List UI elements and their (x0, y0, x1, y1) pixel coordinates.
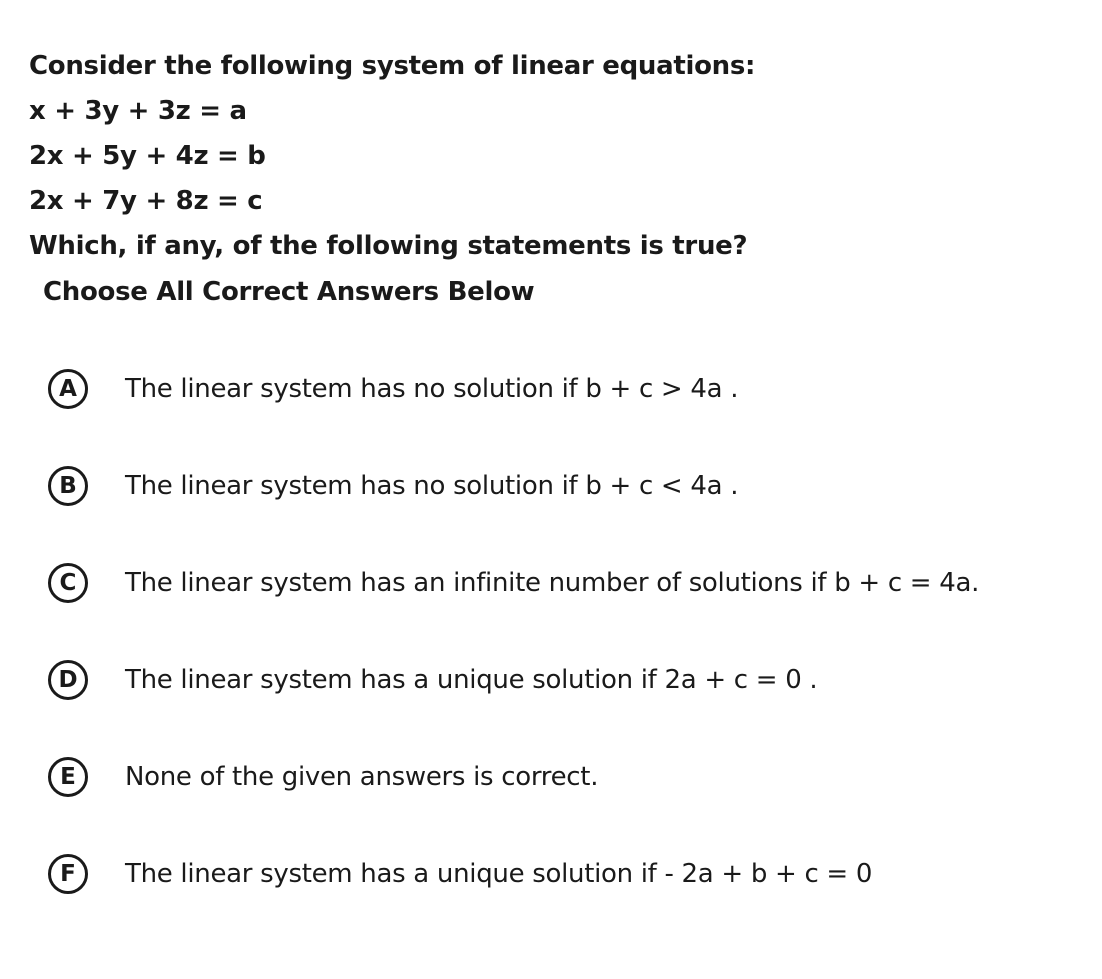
option-letter-badge: C (48, 563, 88, 603)
equation-2: 2x + 5y + 4z = b (29, 141, 266, 171)
option-f[interactable] (48, 852, 872, 896)
option-letter-badge: D (48, 660, 88, 700)
question-prompt: Which, if any, of the following statements is true? (29, 231, 748, 261)
option-a[interactable] (48, 367, 738, 411)
option-letter-badge: F (48, 854, 88, 894)
option-letter-badge: B (48, 466, 88, 506)
option-text: The linear system has no solution if b + c < 4a . (125, 471, 739, 501)
equation-1: x + 3y + 3z = a (29, 96, 247, 126)
option-e[interactable] (48, 755, 598, 799)
question-intro: Consider the following system of linear equations: (29, 51, 756, 81)
option-c[interactable] (48, 561, 979, 605)
question-block (29, 44, 1069, 269)
option-text: The linear system has no solution if b + c > 4a . (125, 374, 739, 404)
option-text: The linear system has a unique solution if 2a + c = 0 . (125, 665, 818, 695)
option-text: The linear system has an infinite number of solutions if b + c = 4a. (125, 568, 980, 598)
equation-3: 2x + 7y + 8z = c (29, 186, 263, 216)
answer-instruction: Choose All Correct Answers Below (43, 277, 535, 307)
option-text: None of the given answers is correct. (125, 762, 599, 792)
option-d[interactable] (48, 658, 817, 702)
option-b[interactable] (48, 464, 738, 508)
option-letter-badge: A (48, 369, 88, 409)
option-letter-badge: E (48, 757, 88, 797)
option-text: The linear system has a unique solution if - 2a + b + c = 0 (125, 859, 873, 889)
